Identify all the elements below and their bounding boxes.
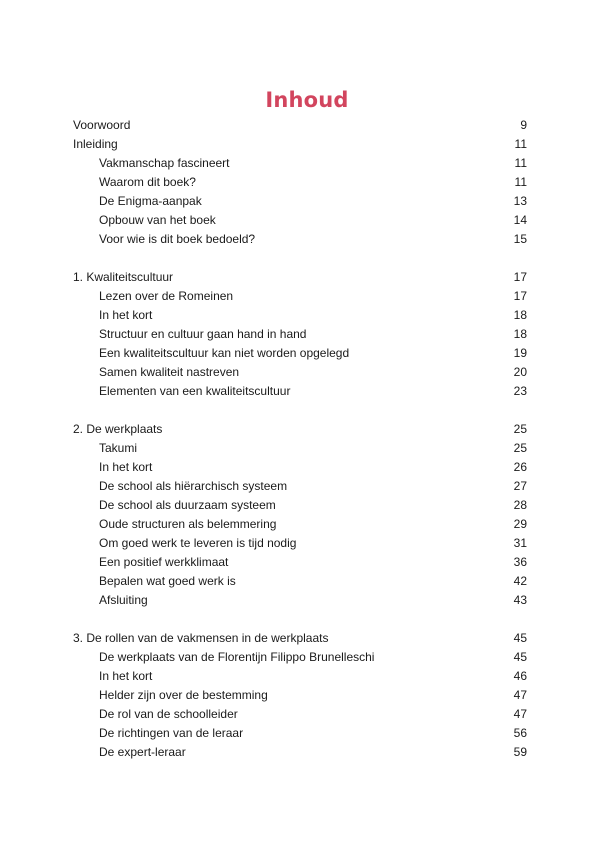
toc-page-number: 36 xyxy=(513,555,527,569)
toc-entry-label: De richtingen van de leraar xyxy=(99,726,244,740)
toc-entry-label: De werkplaats van de Florentijn Filippo Brunelleschi xyxy=(99,650,375,664)
toc-page-number: 19 xyxy=(513,346,527,360)
toc-entry xyxy=(73,135,527,154)
toc-entry-label: Structuur en cultuur gaan hand in hand xyxy=(99,327,307,341)
toc-entry-label: 3. De rollen van de vakmensen in de werkplaats xyxy=(73,631,329,645)
toc-page-number: 17 xyxy=(513,270,527,284)
toc-entry xyxy=(73,629,527,648)
toc-entry-label: Takumi xyxy=(99,441,138,455)
toc-page-number: 14 xyxy=(513,213,527,227)
toc-page-number: 56 xyxy=(513,726,527,740)
toc-page-number: 31 xyxy=(513,536,527,550)
toc-entry-label: Elementen van een kwaliteitscultuur xyxy=(99,384,291,398)
toc-subentry xyxy=(73,382,527,401)
toc-entry-label: De expert-leraar xyxy=(99,745,186,759)
toc-page-number: 15 xyxy=(513,232,527,246)
toc-subentry xyxy=(73,192,527,211)
toc-subentry xyxy=(73,173,527,192)
toc-entry-label: In het kort xyxy=(99,669,153,683)
toc-page-number: 25 xyxy=(513,441,527,455)
toc-page-number: 45 xyxy=(513,631,527,645)
toc-page-number: 11 xyxy=(514,175,527,189)
toc-page-number: 13 xyxy=(513,194,527,208)
toc-subentry xyxy=(73,667,527,686)
toc-entry-label: Helder zijn over de bestemming xyxy=(99,688,268,702)
toc-section xyxy=(73,268,527,401)
toc-entry-label: Om goed werk te leveren is tijd nodig xyxy=(99,536,297,550)
toc-subentry xyxy=(73,496,527,515)
toc-page-number: 23 xyxy=(513,384,527,398)
toc-entry-label: Voor wie is dit boek bedoeld? xyxy=(99,232,256,246)
toc-subentry xyxy=(73,306,527,325)
toc-page-number: 59 xyxy=(513,745,527,759)
toc-entry-label: Een positief werkklimaat xyxy=(99,555,229,569)
toc-page-number: 25 xyxy=(513,422,527,436)
toc-page-number: 18 xyxy=(513,327,527,341)
toc-entry-label: Samen kwaliteit nastreven xyxy=(99,365,240,379)
toc-entry-label: Vakmanschap fascineert xyxy=(99,156,230,170)
toc-subentry xyxy=(73,648,527,667)
toc-page-number: 29 xyxy=(513,517,527,531)
toc-subentry xyxy=(73,211,527,230)
toc-page-number: 45 xyxy=(513,650,527,664)
toc-entry-label: In het kort xyxy=(99,308,153,322)
toc-entry-label: Afsluiting xyxy=(99,593,148,607)
toc-subentry xyxy=(73,287,527,306)
page-title: Inhoud xyxy=(265,88,349,112)
toc-entry-label: Opbouw van het boek xyxy=(99,213,216,227)
toc-subentry xyxy=(73,534,527,553)
toc-entry-label: Lezen over de Romeinen xyxy=(99,289,234,303)
toc-page-number: 18 xyxy=(513,308,527,322)
toc-entry-label: Bepalen wat goed werk is xyxy=(99,574,236,588)
toc-entry-label: De rol van de schoolleider xyxy=(99,707,238,721)
toc-page-number: 27 xyxy=(513,479,527,493)
toc-page-number: 46 xyxy=(513,669,527,683)
toc-section xyxy=(73,420,527,610)
toc-subentry xyxy=(73,325,527,344)
toc-page-number: 42 xyxy=(513,574,527,588)
toc-subentry xyxy=(73,572,527,591)
toc-entry-label: Waarom dit boek? xyxy=(99,175,196,189)
toc-entry-label: 2. De werkplaats xyxy=(73,422,163,436)
toc-section xyxy=(73,629,527,762)
toc-page-number: 26 xyxy=(513,460,527,474)
toc-page-number: 11 xyxy=(514,156,527,170)
toc-entry-label: Een kwaliteitscultuur kan niet worden opgelegd xyxy=(99,346,350,360)
toc-subentry xyxy=(73,705,527,724)
toc-subentry xyxy=(73,591,527,610)
toc-page-number: 43 xyxy=(513,593,527,607)
toc-subentry xyxy=(73,515,527,534)
toc-subentry xyxy=(73,154,527,173)
toc-entry-label: Voorwoord xyxy=(73,118,131,132)
toc-subentry xyxy=(73,363,527,382)
toc-entry-label: 1. Kwaliteitscultuur xyxy=(73,270,174,284)
toc-entry xyxy=(73,420,527,439)
toc-page-number: 47 xyxy=(513,688,527,702)
toc-entry-label: De school als duurzaam systeem xyxy=(99,498,276,512)
toc-subentry xyxy=(73,439,527,458)
toc-subentry xyxy=(73,724,527,743)
toc-entry xyxy=(73,116,527,135)
toc-section xyxy=(73,116,527,249)
toc-page-number: 17 xyxy=(513,289,527,303)
toc-entry-label: Inleiding xyxy=(73,137,118,151)
toc-subentry xyxy=(73,686,527,705)
toc-entry-label: De school als hiërarchisch systeem xyxy=(99,479,288,493)
toc-subentry xyxy=(73,230,527,249)
table-of-contents xyxy=(73,116,527,781)
toc-subentry xyxy=(73,477,527,496)
toc-entry-label: De Enigma-aanpak xyxy=(99,194,202,208)
toc-page-number: 9 xyxy=(520,118,527,132)
toc-subentry xyxy=(73,553,527,572)
toc-entry-label: Oude structuren als belemmering xyxy=(99,517,277,531)
toc-entry-label: In het kort xyxy=(99,460,153,474)
toc-subentry xyxy=(73,743,527,762)
toc-page-number: 11 xyxy=(514,137,527,151)
toc-entry xyxy=(73,268,527,287)
toc-page-number: 20 xyxy=(513,365,527,379)
toc-subentry xyxy=(73,344,527,363)
toc-page-number: 47 xyxy=(513,707,527,721)
toc-page-number: 28 xyxy=(513,498,527,512)
toc-subentry xyxy=(73,458,527,477)
